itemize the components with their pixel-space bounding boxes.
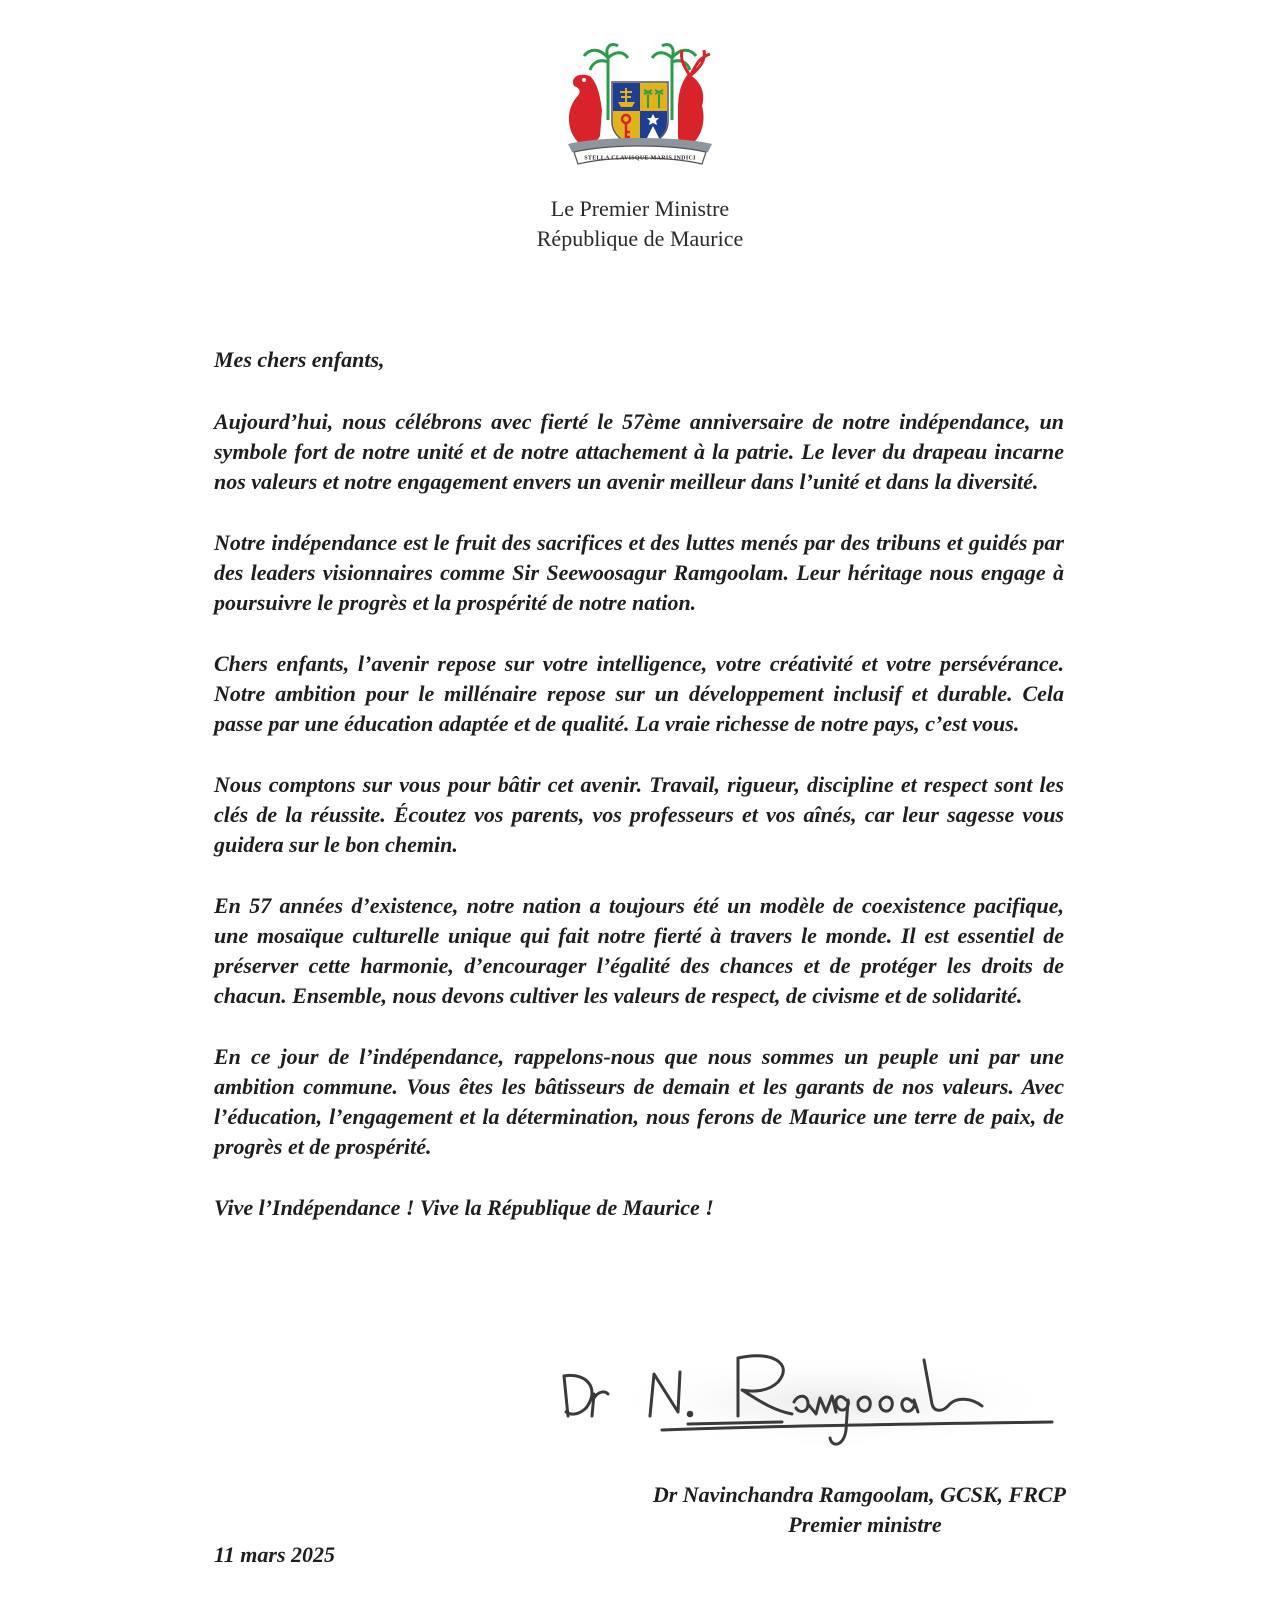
coat-of-arms-emblem bbox=[560, 40, 720, 168]
letterhead-office: Le Premier Ministre bbox=[550, 196, 730, 221]
signatory-title: Premier ministre bbox=[788, 1512, 942, 1537]
crest-motto: STELLA CLAVISQUE MARIS INDICI bbox=[584, 155, 696, 162]
letter-paragraph: Aujourd’hui, nous célébrons avec fierté le 57ème anniversaire de notre indépendance, un symbole fort de notre unité et de notre attachement à la patrie. Le lever du drapeau incarne nos valeurs et notre engagement envers un avenir meilleur dans l’unité et dans la diversité. bbox=[214, 409, 1064, 494]
handwritten-signature bbox=[562, 1350, 1072, 1470]
letter-paragraph: En 57 années d’existence, notre nation a toujours été un modèle de coexistence pacifique, une mosaïque culturelle unique qui fait notre fierté à travers le monde. Il est essentiel de préserver cette harmonie, d’encourager l’égalité des chances et de protéger les droits de chacun. Ensemble, nous devons cultiver les valeurs de respect, de civisme et de solidarité. bbox=[214, 893, 1064, 1008]
letterhead-country: République de Maurice bbox=[536, 226, 744, 251]
letter-date: 11 mars 2025 bbox=[214, 1542, 336, 1567]
letter-salutation: Mes chers enfants, bbox=[214, 347, 385, 372]
signatory-name: Dr Navinchandra Ramgoolam, GCSK, FRCP bbox=[652, 1482, 1066, 1507]
dodo-supporter bbox=[569, 75, 602, 146]
signature-block bbox=[560, 1480, 1070, 1540]
letter-paragraph: Nous comptons sur vous pour bâtir cet avenir. Travail, rigueur, discipline et respect sont les clés de la réussite. Écoutez vos parents, vos professeurs et vos aînés, car leur sagesse vous guidera sur le bon chemin. bbox=[214, 772, 1064, 857]
letter-body bbox=[214, 345, 1064, 1254]
letter-paragraph: En ce jour de l’indépendance, rappelons-nous que nous sommes un peuple uni par une ambition commune. Vous êtes les bâtisseurs de demain et les garants de nos valeurs. Avec l’éducation, l’engagement et la détermination, nous ferons de Maurice une terre de paix, de progrès et de prospérité. bbox=[214, 1044, 1064, 1159]
letterhead bbox=[0, 194, 1280, 254]
letter-paragraph: Notre indépendance est le fruit des sacrifices et des luttes menés par des tribuns et guidés par des leaders visionnaires comme Sir Seewoosagur Ramgoolam. Leur héritage nous engage à poursuivre le progrès et la prospérité de notre nation. bbox=[214, 530, 1064, 615]
letter-paragraph: Chers enfants, l’avenir repose sur votre intelligence, votre créativité et votre persévérance. Notre ambition pour le millénaire repose sur un développement inclusif et durable. Cela passe par une éducation adaptée et de qualité. La vraie richesse de notre pays, c’est vous. bbox=[214, 651, 1064, 736]
letter-closing: Vive l’Indépendance ! Vive la République de Maurice ! bbox=[214, 1195, 714, 1220]
